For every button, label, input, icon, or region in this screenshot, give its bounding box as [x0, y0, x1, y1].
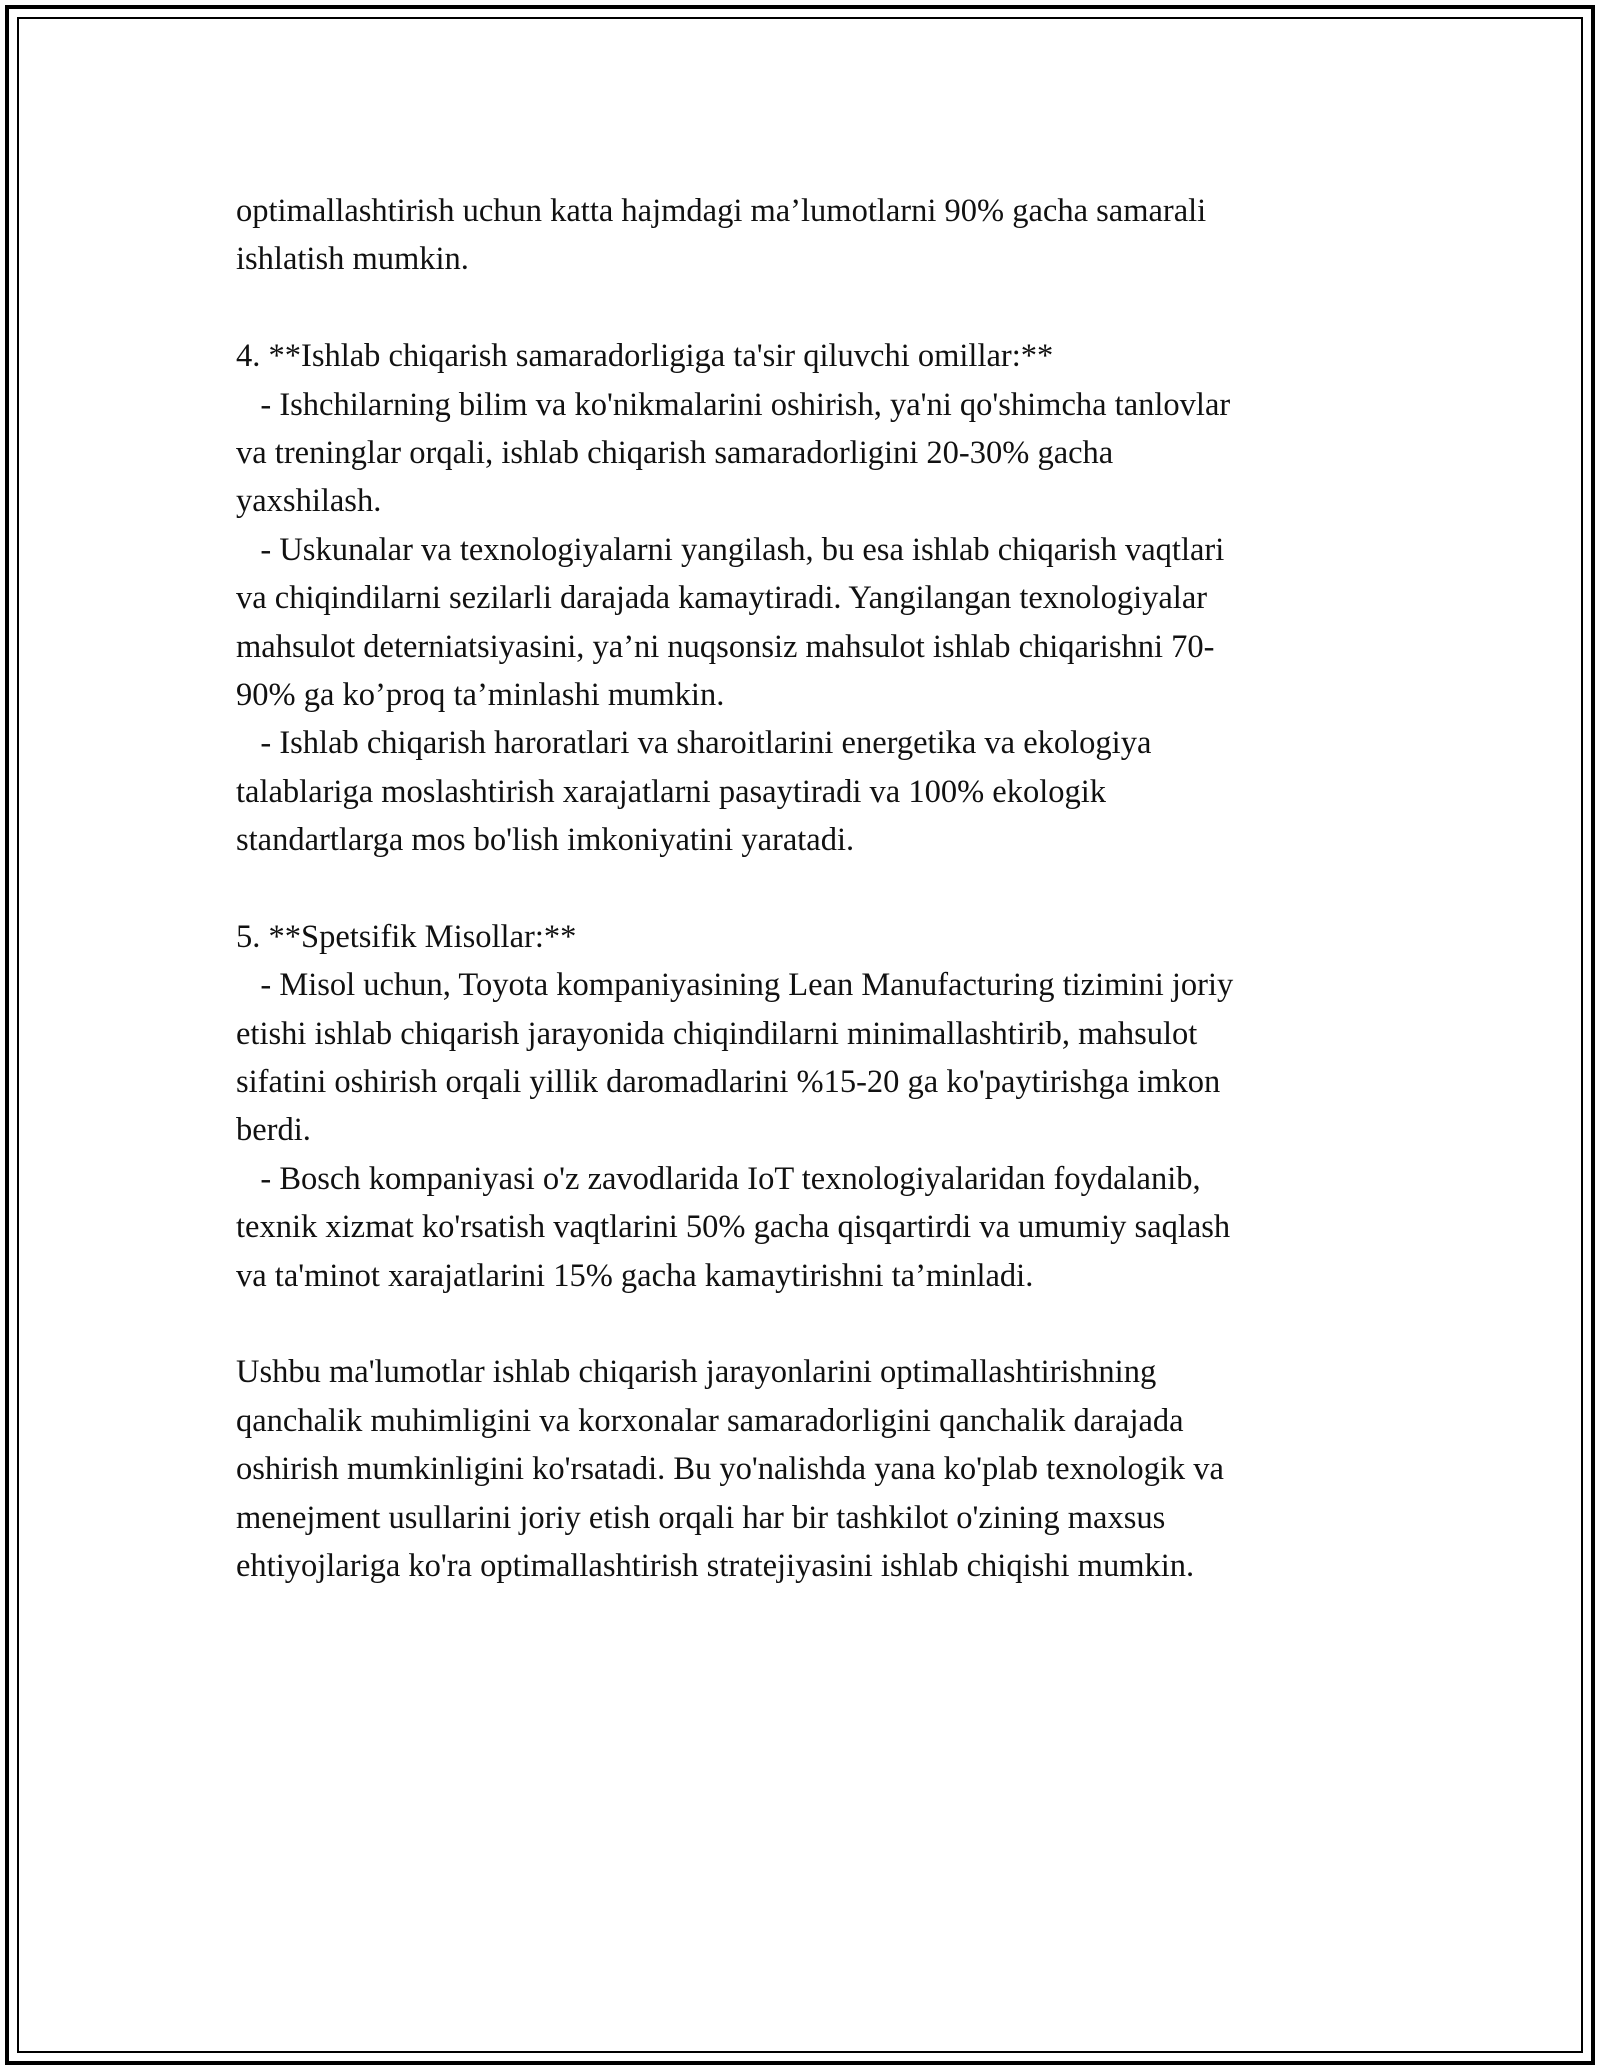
list-item-line: sifatini oshirish orqali yillik daromadlarini %15-20 ga ko'paytirishga imkon [236, 1064, 1221, 1101]
list-item-line: etishi ishlab chiqarish jarayonida chiqindilarni minimallashtirib, mahsulot [236, 1015, 1198, 1052]
text-line: optimallashtirish uchun katta hajmdagi ma’lumotlarni 90% gacha samarali [236, 193, 1207, 229]
conclusion-line: ehtiyojlariga ko'ra optimallashtirish stratejiyasini ishlab chiqishi mumkin. [236, 1547, 1195, 1584]
conclusion-line: menejment usullarini joriy etish orqali har bir tashkilot o'zining maxsus [236, 1499, 1166, 1536]
list-item-line: yaxshilash. [236, 483, 382, 520]
list-item-line: berdi. [236, 1112, 311, 1149]
paragraph-gap [236, 864, 1396, 912]
document-body [236, 187, 1396, 1590]
list-item-line: texnik xizmat ko'rsatish vaqtlarini 50% gacha qisqartirdi va umumiy saqlash [236, 1209, 1231, 1246]
conclusion-line: qanchalik muhimligini va korxonalar samaradorligini qanchalik darajada [236, 1402, 1184, 1439]
list-item-line: - Ishchilarning bilim va ko'nikmalarini oshirish, ya'ni qo'shimcha tanlovlar [236, 386, 1231, 423]
section-heading: 4. **Ishlab chiqarish samaradorligiga ta's​ir qiluvchi omillar:** [236, 338, 1054, 375]
conclusion-line: oshirish mumkinligini ko'rsatadi. Bu yo'nalishda yana ko'plab texnologik va [236, 1451, 1224, 1488]
list-item-line: standartlarga mos bo'lish imkoniyatini yaratadi. [236, 822, 855, 859]
list-item-line: - Bosch kompaniyasi o'z zavodlarida IoT texnologiyalaridan foydalanib, [236, 1160, 1201, 1197]
section-heading: 5. **Spetsifik Misollar:** [236, 918, 577, 955]
list-item-line: - Uskunalar va texnologiyalarni yangilash, bu esa ishlab chiqarish vaqtlari [236, 531, 1225, 568]
list-item-line: talablariga moslashtirish xarajatlarni pasaytiradi va 100% ekologik [236, 773, 1107, 810]
paragraph-gap [236, 1300, 1396, 1348]
list-item-line: va chiqindilarni sezilarli darajada kamaytiradi. Yangilangan texnologiyalar [236, 580, 1208, 617]
list-item-line: - Ishlab chiqarish haroratlari va sharoitlarini energetika va ekologiya [236, 725, 1152, 762]
text-line: ishlatish mumkin. [236, 241, 469, 278]
list-item-line: 90% ga ko’proq ta’minlashi mumkin. [236, 676, 725, 713]
list-item-line: va treninglar orqali, ishlab chiqarish samaradorligini 20-30% gacha [236, 434, 1114, 471]
list-item-line: va ta'minot xarajatlarini 15% gacha kamaytirishni ta’minladi. [236, 1257, 1034, 1294]
paragraph-gap [236, 284, 1396, 332]
conclusion-line: Ushbu ma'lumotlar ishlab chiqarish jarayonlarini optimallashtirishning [236, 1354, 1157, 1391]
list-item-line: - Misol uchun, Toyota kompaniyasining Lean Manufacturing tizimini joriy [236, 967, 1234, 1004]
list-item-line: mahsulot deterniatsiyasini, ya’ni nuqsonsiz mahsulot ishlab chiqarishni 70- [236, 628, 1215, 665]
